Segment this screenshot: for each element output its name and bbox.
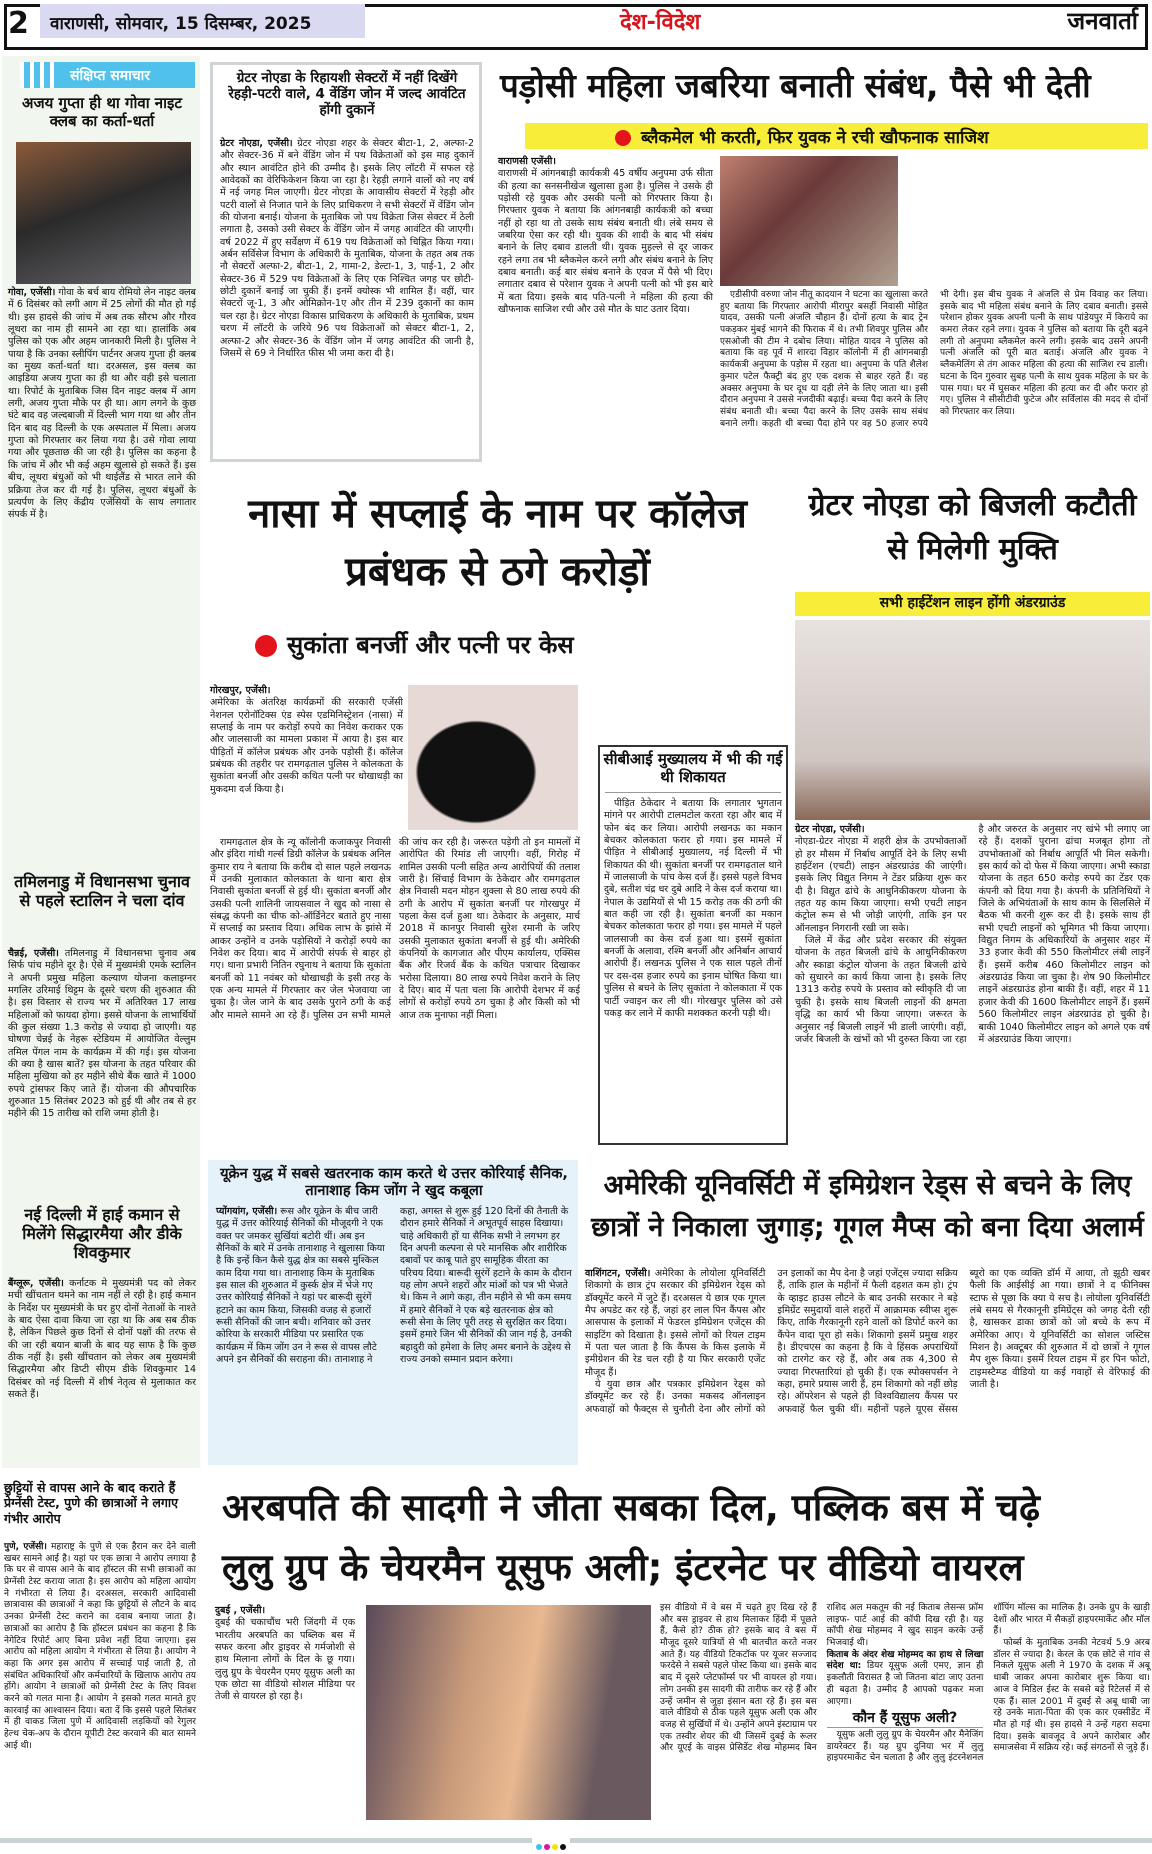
quote-text: डियर यूसुफ अली एमए, ज्ञान ही इकलौती विरासत है जो जितना बांटा जाए उतना ही बढ़ता है। उम्मीद है आपको पढ़कर मजा आएगा। xyxy=(826,1661,984,1707)
story-text: ग्रेटर नोएडा शहर के सेक्टर बीटा-1, 2, अल्फा-2 और सेक्टर-36 में बने वेंडिंग जोन में पथ विक्रेताओं को इस माह दुकानें और स्थान आवंटित होने की उम्मीद है। इसके लिए लॉटरी में सफल रहे आवेदकों का वेरिफिकेशन किया जा रहा है। रेहड़ी लगाने वालों को नए वर्ष में नई जगह मिल जाएगी। ग्रेटर नोएडा के आवासीय सेक्टरों में रेहड़ी और पटरी वालों से निजात पाने के लिए प्राधिकरण ने सभी सेक्टरों में वेंडिंग जोन की योजना बनाई। योजना के मुताबिक जो पथ विक्रेता जिस सेक्टर में ठेली लगाता है, उसको उसी सेक्टर के वेंडिंग जोन में जगह आवंटित की जाएगी। वर्ष 2022 में हुए सर्वेक्षण में 619 पथ विक्रेताओं को चिह्नित किया गया। अर्बन सर्विसेज विभाग के अधिकारी के मुताबिक, योजना के तहत अब तक नौ सेक्टरों अल्फा-2, बीटा-1, 2, गामा-2, डेल्टा-1, 3, पाई-1, 2 और सेक्टर-36 में 529 पथ विक्रेताओं के लिए एक निश्चित जगह पर छोटी-छोटी दुकानें बनाई जा चुकी हैं। इनमें क्योस्क भी शामिल हैं। वहीं, चार सेक्टरों जू-1, 3 और ओमिक्रोन-1ए और तीन में 239 दुकानों का काम चल रहा है। ग्रेटर नोएडा विकास प्राधिकरण के अधिकारी के मुताबिक, प्रथम चरण में लॉटरी के जरिये 96 पथ विक्रेताओं को सेक्टर बीटा-1, 2, अल्फा-2 और सेक्टर-36 के वेंडिंग जोन में जगह आवंटित की जानी है, जिसमें से 69 ने निर्धारित फीस भी जमा करा दी है। xyxy=(220,138,474,359)
nasa-subhead xyxy=(255,628,574,661)
power-subhead: सभी हाईटेंशन लाइन होंगी अंडरग्राउंड xyxy=(795,592,1150,616)
power-headline: ग्रेटर नोएडा को बिजली कटौती से मिलेगी मुक्ति xyxy=(808,488,1137,567)
varanasi-headline: पड़ोसी महिला जबरिया बनाती संबंध, पैसे भी देती xyxy=(500,66,1091,105)
page-number: 2 xyxy=(8,6,29,41)
dateline: वाशिंगटन, एजेंसी। xyxy=(585,1268,651,1279)
us-university-headline: अमेरिकी यूनिवर्सिटी में इमिग्रेशन रेड्स से बचने के लिए छात्रों ने निकाला जुगाड़; गूगल मैप्स को बना दिया अलार्म xyxy=(591,1170,1144,1243)
cbi-headline: सीबीआई मुख्यालय में भी की गई थी शिकायत xyxy=(603,750,783,786)
power-story xyxy=(795,824,1150,1046)
bullet-icon xyxy=(255,635,277,657)
story-text: कर्नाटक मे मुख्यमंत्री पद को लेकर मची खींचतान थमने का नाम नहीं ले रही है। हाई कमान के निर्देश पर मुख्यमंत्री के घर हुए दोनों नेताओं के नाश्ते के बाद ऐसा दावा किया जा रहा था कि अब सब ठीक है, लेकिन पिछले कुछ दिनों से दोनों पक्षों की तरफ से की जा रही बयान बाजी के बाद यह साफ है कि कुछ ठीक नहीं है। इसी खींचतान को लेकर अब मुख्यमंत्री सिद्धारमैया और डिप्टी सीएम डीके शिवकुमार 14 दिसंबर को नई दिल्ली में शीर्ष नेतृत्व से मुलाकात कर सकते हैं। xyxy=(8,1278,196,1401)
nasa-story-continued xyxy=(210,837,580,1022)
registration-marks-icon xyxy=(532,1835,570,1854)
goa-arrest-photo xyxy=(16,142,191,284)
tn-story xyxy=(8,948,196,1121)
vending-story xyxy=(220,138,474,360)
story-text: एडीसीपी वरुणा जोन नीतू कादयान ने घटना का खुलासा करते हुए बताया कि गिरफ्तार आरोपी मीरापुर बसहीं निवासी मोहित यादव, उसकी पत्नी अंजलि चौहान हैं। दोनों हत्या के बाद ट्रेन पकड़कर मुंबई भागने की फिराक में थे। तभी शिवपुर पुलिस और एसओजी की टीम ने दबोच लिया। मोहित यादव ने पुलिस को बताया कि वह पूर्व में शारदा विहार कॉलोनी में ही आंगनबाड़ी कार्यकत्री अनुपमा के पड़ोस में रहता था। अनुपमा के पति शैलेश कुमार पटेल फैक्ट्री बंद हुए एक दशक से बाहर रहते हैं। वह अक्सर अनुपमा के घर दूध या दही लेने के लिए जाता था। इसी दौरान अनुपमा ने उससे नजदीकी बढ़ाई। बच्चा पैदा करने के लिए संबंध बनाती थी। बच्चा पैदा करने के लिए उसके साथ संबंध बनाने लगी। कहती थी बच्चा पैदा होने पर वह 50 हजार रुपये भी देगी। इस बीच युवक ने अंजलि से प्रेम विवाह कर लिया। इसके बाद भी महिला संबंध बनाने के लिए दबाव बनाती। इससे परेशान होकर युवक अपनी पत्नी के साथ पांडेयपुर में किराये का कमरा लेकर रहने लगा। युवक ने पुलिस को बताया कि दूरी बढ़ने लगी तो अनुपमा ब्लैकमेल करने लगी। इसके बाद उसने अपनी पत्नी अंजलि को पूरी बात बताई। अंजलि और युवक ने ब्लैकमेलिंग से तंग आकर महिला की हत्या की साजिश रच डाली। घटना के दिन गुरुवार सुबह पत्नी के साथ युवक महिला के घर के पास गया। घर में घुसकर महिला की हत्या कर दी और फरार हो गए। पुलिस ने सीसीटीवी फुटेज और सर्विलांस की मदद से दोनों को गिरफ्तार कर लिया। xyxy=(720,290,1148,429)
vending-headline: ग्रेटर नोएडा के रिहायशी सेक्टरों में नहीं दिखेंगे रेहड़ी-पटरी वाले, 4 वेंडिंग जोन में जल्द आवंटित होंगी दुकानें xyxy=(228,70,466,119)
pune-headline: छुट्टियों से वापस आने के बाद कराते हैं प्रेग्नेंसी टेस्ट, पुणे की छात्राओं ने लगाए गंभीर आरोप xyxy=(4,1480,179,1526)
story-text: जिले में केंद्र और प्रदेश सरकार की संयुक्त योजना के तहत बिजली ढांचे के आधुनिकीकरण और स्काडा कंट्रोल योजना के तहत बिजली ढांचे को सुधारने का कार्य किया जाना है। इसके लिए 1313 करोड़ रुपये के प्रस्ताव को स्वीकृति दी जा चुकी है। इसके साथ बिजली लाइनों की क्षमता वृद्धि का कार्य भी किया जाएगा। जरूरत के अनुसार नई बिजली लाइनें भी डाली जाएंगी। वहीं, जर्जर बिजली के खंभों को भी दुरुस्त किया जा रहा है और जरुरत के अनुसार नए खंभे भी लगाए जा रहे हैं। दशकों पुराना ढांचा मजबूत होगा तो उपभोक्ताओं को निर्बाध आपूर्ति भी मिल सकेगी। इस कार्य को दो फेस में किया जाएगा। अभी स्काडा योजना के तहत 650 करोड़ रुपये का टेंडर एक कंपनी को दिया गया है। कंपनी के प्रतिनिधियों ने जिले के अभियंताओं के साथ काम के सिलसिले में बैठक भी करनी शुरू कर दी है। इसके साथ ही सभी एचटी लाइनों को भूमिगत भी किया जाएगा। विद्युत निगम के अधिकारियों के अनुसार शहर में 33 हजार केवी की 550 किलोमीटर लंबी लाइनें हैं। इसमें करीब 460 किलोमीटर लाइन को अंडरग्राउंड किया जा चुका है। शेष 90 किलोमीटर लाइनें अंडरग्राउंड होना बाकी हैं। वहीं, शहर में 11 हजार केवी की 1600 किलोमीटर लाइनें हैं। इसमें 560 किलोमीटर लाइन अंडरग्राउंड हो चुकी है। बाकी 1040 किलोमीटर लाइन को अगले एक वर्ष में अंडरग्राउंड किया जाएगा। xyxy=(795,824,1151,1045)
ukraine-story xyxy=(216,1206,572,1366)
story-text: दुबई की चकाचौंध भरी जिंदगी में एक भारतीय अरबपति का पब्लिक बस में सफर करना और ड्राइवर से गर्मजोशी से हाथ मिलाना लोगों के दिल के छू गया। लुलु ग्रुप के चेयरमैन एमए यूसुफ अली का एक छोटा सा वीडियो सोशल मीडिया पर तेजी से वायरल हो रहा है। xyxy=(215,1617,355,1703)
tn-headline: तमिलनाडु में विधानसभा चुनाव से पहले स्टालिन ने चला दांव xyxy=(14,872,190,911)
dateline: प्योंगयांग, एजेंसी। xyxy=(216,1206,278,1217)
newspaper-brand: जनवार्ता xyxy=(1067,7,1138,35)
story-text: वाराणसी में आंगनबाड़ी कार्यकत्री 45 वर्षीय अनुपमा उर्फ सीता की हत्या का सनसनीखेज खुलासा हुआ है। पुलिस ने उसके ही पड़ोसी रहे युवक और उसकी पत्नी को गिरफ्तार किया है। गिरफ्तार युवक ने बताया कि आंगनबाड़ी कार्यकत्री को बच्चा नहीं हो रहा था तो उसके साथ संबंध बनाती थी। लंबे समय से जबरिया ऐसा कर रही थी। युवक की शादी के बाद भी संबंध बनाने के लिए दबाव डालती थी। युवक मुहल्ले से दूर जाकर रहने लगा तब भी ब्लैकमेल करने लगी और संबंध बनाने के लिए दबाव बनाती। कई बार संबंध बनाने के एवज में पैसे भी दिए। लगातार दबाव से परेशान युवक ने अपनी पत्नी को भी इस बारे में बता दिया। इसके बाद पति-पत्नी ने महिला की हत्या की खौफनाक साजिश रची और उसे मौत के घाट उतार दिया। xyxy=(498,168,713,316)
briefs-bars-icon xyxy=(20,62,60,88)
lulu-story-continued xyxy=(660,1603,1150,1765)
section-title: देश-विदेश xyxy=(620,10,701,35)
police-press-photo xyxy=(720,156,898,286)
nasa-story-lead xyxy=(210,685,403,835)
cbi-story xyxy=(604,798,782,1020)
story-text: पीड़ित ठेकेदार ने बताया कि लगातार भुगतान मांगने पर आरोपी टालमटोल करता रहा और बाद में फोन बंद कर लिया। आरोपी लखनऊ का मकान बेचकर कोलकाता फरार हो गया। इस मामले में पीड़ित ने सीबीआई मुख्यालय, नई दिल्ली में भी शिकायत की थी। सुकांता बनर्जी पर रामगढ़ताल थाने में जालसाजी के पांच केस दर्ज हैं। इससे पहले विभव दुबे, सतीश चंद्र धर दुबे आदि ने केस दर्ज कराया था। नेपाल के उद्यमियों से भी 15 करोड़ तक की ठगी की बात कही जा रही है। सुकांता बनर्जी का मकान बेचकर कोलकाता फरार हो गया। इस मामले में पहले जालसाजी का केस दर्ज हुआ था। इसमें सुकांता बनर्जी के अलावा, रश्मि बनर्जी और अनिर्बान आचार्य आरोपी हैं। लखनऊ पुलिस ने एक साल पहले तीनों पर दस-दस हजार रुपये का इनाम घोषित किया था। पुलिस से बचने के लिए सुकांता ने कोलकाता में एक पार्टी ज्वाइन कर ली थी। गोरखपुर पुलिस को उसे पकड़ कर लाने में काफी मशक्कत करनी पड़ी थी। xyxy=(604,798,782,1019)
dateline: गोरखपुर, एजेंसी। xyxy=(210,685,271,696)
ukraine-headline: यूक्रेन युद्ध में सबसे खतरनाक काम करते थे उत्तर कोरियाई सैनिक, तानाशाह किम जोंग ने खुद कबूला xyxy=(220,1166,568,1200)
story-text: तमिलनाडु में विधानसभा चुनाव अब सिर्फ पांच महीने दूर है। ऐसे में मुख्यमंत्री एमके स्टालिन ने अपनी प्रमुख महिला कल्याण योजना कलाइग्नर मगलिर उरिमाई थिट्टम के दूसरे चरण की शुरुआत की है। इस विस्तार से राज्य भर में अतिरिक्त 17 लाख महिलाओं को फायदा होगा। इससे योजना के लाभार्थियों की कुल संख्या 1.3 करोड़ से ज्यादा हो जाएगी। यह घोषणा चेन्नई के नेहरू स्टेडियम में आयोजित वेल्लुम तमिल पेंगल नाम के कार्यक्रम में की गई। इस योजना की क्या है खास बातें? इस योजना के तहत परिवार की महिला मुखिया को हर महीने सीधे बैंक खाते में 1000 रुपये ट्रांसफर किए जाते हैं। योजना की औपचारिक शुरुआत 15 सितंबर 2023 को हुई थी और तब से हर महीने की 15 तारीख को राशि जमा होती है। xyxy=(8,948,196,1120)
nasa-story xyxy=(210,685,580,1022)
dateline: बैंग्लूरू, एजेंसी। xyxy=(8,1278,64,1289)
dateline: वाराणसी एजेंसी। xyxy=(498,156,556,167)
story-text: ये युवा छात्र और पत्रकार इमिग्रेशन रेड्स को डॉक्यूमेंट कर रहे हैं। उनका मकसद ऑनलाइन अफवाहों को फैक्ट्स से चुनौती देना और लोगों को उन इलाकों का मैप देना है जहां एजेंट्स ज्यादा सक्रिय हैं, ताकि हाल के महीनों में फैली दहशत कम हो। ट्रंप के व्हाइट हाउस लौटने के बाद उनकी सरकार ने बड़े इमिग्रेंट समुदायों वाले शहरों में आक्रामक स्वीप्स शुरू किए, ताकि गैरकानूनी रहने वालों को डिपोर्ट करने का कैंपेन वादा पूरा हो सके। शिकागो इसमें प्रमुख शहर है। डीएचएस का कहना है कि वे हिंसक अपराधियों को टारगेट कर रहे हैं, और अब तक 4,300 से ज्यादा गिरफ्तारियां हो चुकी हैं। एक स्पोक्सपर्सन ने कहा, हमारे प्रयास जारी हैं, हम शिकागो को नहीं छोड़ रहे। ऑपरेशन से पहले ही विश्वविद्यालय कैंपस पर अफवाहें फैल चुकी थीं। महीनों पहले यूएस सेंसस ब्यूरो का एक व्यक्ति डॉर्म में आया, तो झूठी खबर फैली कि आईसीई आ गया। छात्रों ने द फीनिक्स स्टाफ से पूछा कि क्या ये सच है। लोयोला यूनिवर्सिटी लंबे समय से गैरकानूनी इमिग्रेंट्स को जगह देती रही है, खासकर डाका छात्रों को जो बच्चे के रूप में अमेरिका आए। ये यूनिवर्सिटी का सोशल जस्टिस मिशन है। अक्टूबर की शुरुआत में दो छात्रों ने गूगल मैप शुरू किया। इसमें रियल टाइम में हर पिन फोटो, टाइमस्टैम्प्ड वीडियो या कई गवाहों से वेरिफाई की जाती है। xyxy=(585,1268,1150,1415)
story-text: यूसुफ अली लुलु ग्रुप के चेयरमैन और मैनेजिंग डायरेक्टर हैं। यह ग्रुप दुनिया भर में लुलु हाइपरमार्केट चेन चलाता है और लुलु इंटरनेशनल शॉपिंग मॉल्स का मालिक है। उनके ग्रुप के खाड़ी देशों और भारत में सैकड़ों हाइपरमार्केट और मॉल हैं। xyxy=(826,1603,1150,1764)
varanasi-story-col1 xyxy=(498,156,713,316)
dateline: गोवा, एजेंसी। xyxy=(8,287,56,298)
varanasi-subhead xyxy=(525,123,1148,149)
nasa-headline: नासा में सप्लाई के नाम पर कॉलेज प्रबंधक से ठगे करोड़ों xyxy=(248,491,747,595)
who-is-yusuff-ali-heading: कौन हैं यूसुफ अली? xyxy=(827,1710,984,1728)
goa-story xyxy=(8,287,196,522)
dateline: ग्रेटर नोएडा, एजेंसी। xyxy=(220,138,293,149)
karnataka-headline: नई दिल्ली में हाई कमान से मिलेंगे सिद्धारमैया और डीके शिवकुमार xyxy=(22,1205,182,1263)
story-text: अमेरिका के अंतरिक्ष कार्यक्रमों की सरकारी एजेंसी नेशनल एरोनॉटिक्स एंड स्पेस एडमिनिस्ट्रेशन (नासा) में सप्लाई के नाम पर करोड़ों रुपये का निवेश कराकर एक और जालसाजी का मामला प्रकाश में आया है। इस बार पीड़ितों में कॉलेज प्रबंधक और उनके पड़ोसी हैं। कॉलेज प्रबंधक की तहरीर पर रामगढ़ताल पुलिस ने कोलकता के सुकांता बनर्जी और उसकी कथित पत्नी पर धोखाधड़ी का मुकदमा दर्ज किया है। xyxy=(210,697,403,795)
karnataka-story xyxy=(8,1278,196,1401)
lulu-story-col1 xyxy=(215,1605,355,1704)
story-text: नोएडा-ग्रेटर नोएडा में शहरी क्षेत्र के उपभोक्ताओं हो हर मौसम में निर्बाध आपूर्ति देने के लिए सभी हाईटेंशन (एचटी) लाइन अंडरग्राउंड की जाएंगी। इसके लिए विद्युत निगम ने टेंडर प्रक्रिया शुरू कर दी है। विद्युत ढांचे के आधुनिकीकरण योजना के तहत यह काम किया जाएगा। सभी एचटी लाइन कंट्रोल रूम से भी जोड़ी जाएंगी, ताकि इन पर ऑनलाइन निगरानी रखी जा सके। xyxy=(795,836,967,934)
story-text: महाराष्ट्र के पुणे से एक हैरान कर देने वाली खबर सामने आई है। यहां पर एक छात्रा ने आरोप लगाया है कि घर से वापस आने के बाद हॉस्टल की सभी छात्राओं का प्रेग्नेंसी टेस्ट कराया जाता है। इस आरोप को महिला आयोग ने गंभीरता से लिया है। दरअसल, सरकारी आदिवासी छात्रावास की छात्राओं ने कहा कि छुट्टियों से लौटने के बाद उनका प्रेग्नेंसी टेस्ट कराने का दवाब बनाया जाता है। छात्राओं का आरोप है कि हॉस्टल प्रबंधन का कहना है कि नेगेटिव रिपोर्ट आए बिना प्रवेश नहीं दिया जाएगा। इस आरोप को महिला आयोग ने गंभीरता से लिया है। आयोग ने कहा कि अगर इस आरोप में सच्चाई पाई जाती है, तो संबंधित अधिकारियों और कर्मचारियों के खिलाफ आरोप तय होंगे। आयोग ने छात्राओं को प्रेग्नेंसी टेस्ट के लिए विवश करने को गलत माना है। आयोग ने इसको गलत मानते हुए कारवाई का आश्वासन दिया। बता दें कि इससे पहले सितंबर में ही वाकड जिला पुणे में आदिवासी लड़कियों को रेगुलर हेल्थ चेक-अप के दौरान यूपीटी टेस्ट करवाने की बात सामने आई थी। xyxy=(4,1542,197,1751)
story-text: गोवा के बर्च बाय रोमियो लेन नाइट क्लब में 6 दिसंबर को लगी आग में 25 लोगों की मौत हो गई थी। इस हादसे की जांच में अब तक सौरभ और गौरव लूथरा का नाम ही सामने आ रहा था। हालांकि अब पुलिस को एक और अहम जानकारी मिली है। पुलिस ने पाया है कि उनका स्लीपिंग पार्टनर अजय गुप्ता ही क्लब का मुख्य कर्ता-धर्ता था। दरअसल, इस क्लब का आइडिया अजय गुप्ता का ही था और वही इसे चलाता था। रिपोर्ट के मुताबिक जिस दिन नाइट क्लब में आग लगी, अजय गुप्ता मौके पर ही था। आग लगने के कुछ घंटे बाद वह जल्दबाजी में दिल्ली भाग गया था और तीन दिन बाद वह दिल्ली के एक अस्पताल में मिला। अजय गुप्ता को गिरफ्तार कर लिया गया है। उसे गोवा लाया गया और पूछताछ की जा रही है। पुलिस का कहना है कि जांच में और भी कई अहम खुलासे हो सकते हैं। इस बीच, लूथरा बंधुओं को भी थाईलैंड से भारत लाने की प्रक्रिया तेज कर दी गई है। पुलिस, लूथरा बंधुओं के प्रत्यर्पण के लिए केंद्रीय एजेंसियों के साथ लगातार संपर्क में है। xyxy=(8,287,196,521)
dateline: पुणे, एजेंसी। xyxy=(4,1542,47,1552)
briefs-label: संक्षिप्त समाचार xyxy=(20,62,195,88)
bullet-icon xyxy=(615,130,631,146)
story-text: रामगढ़ताल क्षेत्र के न्यू कॉलोनी कजाकपुर निवासी और इंदिरा गांधी गर्ल्स डिग्री कॉलेज के प्रबंधक अनिल कुमार राय ने बताया कि करीब दो साल पहले लखनऊ में उनकी मुलाकात कोलकाता के थाना बारा क्षेत्र निवासी सुकांता बनर्जी से हुई थी। सुकांता बनर्जी और उसकी पत्नी शालिनी जायसवाल ने खुद को नासा से संबद्ध कंपनी का चीफ को-ऑर्डिनेटर बताते हुए नासा में सप्लाई का प्रस्ताव दिया। अधिक लाभ के झांसे में आकर उन्होंने व उनके पड़ोसियों ने करोड़ों रुपये का निवेश कर दिया। बाद में आरोपी संपर्क से बाहर हो गए। थाना प्रभारी नितिन रघुनाथ ने बताया कि सुकांता बनर्जी को 11 नवंबर को धोखाधड़ी के इसी तरह के एक अन्य मामले में गिरफ्तार कर जेल भेजवाया जा चुका है। जेल जाने के बाद उसके पुराने ठगी के कई और मामले सामने आ रहे हैं। पुलिस उन सभी मामले की जांच कर रही है। जरूरत पड़ेगी तो इन मामलों में आरोपित की रिमांड ली जाएगी। वहीं, गिरोह में शामिल उसकी पत्नी सहित अन्य आरोपियों की तलाश जारी है। सिंचाई विभाग के ठेकेदार और रामगढ़ताल क्षेत्र निवासी मदन मोहन शुक्ला से 80 लाख रुपये की ठगी के आरोप में सुकांता बनर्जी पर गोरखपुर में पहला केस दर्ज हुआ था। ठेकेदार के अनुसार, मार्च 2018 में कानपुर निवासी सुरेश रमानी के जरिए उसकी मुलाकात सुकांता बनर्जी से हुई थी। अमेरिकी कंपनियों के कागजात और पीएम कार्यालय, एक्सिस बैंक और रिजर्व बैंक के कथित पत्राचार दिखाकर भरोसा दिलाया। 80 लाख रुपये निवेश कराने के लिए दे दिए। बाद में पता चला कि आरोपी देशभर में कई लोगों से करोड़ों रुपये ठग चुका है और किसी को भी आज तक मुनाफा नहीं मिला। xyxy=(210,837,580,1021)
varanasi-story-col2 xyxy=(720,290,1148,430)
dateline: दुबई , एजेंसी। xyxy=(215,1605,266,1616)
story-text: फोर्ब्स के मुताबिक उनकी नेटवर्थ 5.9 अरब डॉलर से ज्यादा है। केरल के एक छोटे से गांव से निकले यूसुफ अली ने 1970 के दशक में अबू धाबी जाकर अपना कारोबार शुरू किया था। आज वे मिडिल ईस्ट के सबसे बड़े रिटेलर्स में से एक हैं। साल 2001 में दुबई से अबू धाबी जा रहे उनके माता-पिता की एक कार एक्सीडेंट में मौत हो गई थी। इस हादसे ने उन्हें गहरा सदमा दिया। इसके बावजूद वे अपने कारोबार और समाजसेवा में सक्रिय रहे। कई संगठनों से जुड़े हैं। xyxy=(993,1638,1150,1754)
pune-story xyxy=(4,1542,196,1752)
edition-date: वाराणसी, सोमवार, 15 दिसम्बर, 2025 xyxy=(40,4,365,38)
yusuff-ali-bus-photo xyxy=(366,1605,651,1820)
lulu-headline-line1: अरबपति की सादगी ने जीता सबका दिल, पब्लिक बस में चढ़े xyxy=(222,1486,1040,1529)
quote-lead: किताब के अंदर शेख मोहम्मद का हाथ से लिखा संदेश था: xyxy=(826,1649,984,1672)
lulu-headline-line2: लुलु ग्रुप के चेयरमैन यूसुफ अली; इंटरनेट पर वीडियो वायरल xyxy=(222,1546,1024,1589)
us-university-story xyxy=(585,1268,1150,1416)
story-text: इस वीडियो में वे बस में चढ़ते हुए दिख रहे हैं और बस ड्राइवर से हाथ मिलाकर हिंदी में पूछते हैं, कैसे हो? ठीक हो? इसके बाद वे बस में मौजूद दूसरे यात्रियों से भी बातचीत करते नजर आते हैं। यह वीडियो टिकटॉक पर यूजर सज्जाद फरदेसे ने सबसे पहले पोस्ट किया था। इसके बाद बाद में दूसरे प्लेटफॉर्म्स पर भी वायरल हो गया। लोग उनकी इस सादगी की तारीफ कर रहे हैं और उन्हें जमीन से जुड़ा इंसान बता रहे हैं। इस बस वाले वीडियो से ठीक पहले यूसुफ अली एक और वजह से सुर्खियों में थे। उन्होंने अपने इंस्टाग्राम पर एक तस्वीर शेयर की थी जिसमें दुबई के रूलर और यूएई के वाइस प्रेसिडेंट शेख मोहम्मद बिन राशिद अल मकतूम की नई किताब लेसन्स फ्रॉम लाइफ- पार्ट आई की कॉपी दिख रही है। यह कॉपी शेख मोहम्मद ने खुद साइन करके उन्हें भिजवाई थी। xyxy=(660,1603,984,1754)
story-text: अमेरिका के लोयोला यूनिवर्सिटी शिकागो के छात्र ट्रंप सरकार की इमिग्रेशन रेड्स को डॉक्यूमेंट करने में जुटे हैं। दरअसल ये छात्र एक गूगल मैप अपडेट कर रहे हैं, जहां हर लाल पिन कैंपस और आसपास के इलाकों में फेडरल इमिग्रेशन एजेंट्स की साइटिंग को दिखाता है। इससे लोगों को रियल टाइम में पता चल जाता है कि कैंपस के किस इलाके में इमीग्रेशन की रेड चल रही है या फिर सरकारी एजेंट मौजूद हैं। xyxy=(585,1268,766,1378)
power-lines-photo xyxy=(795,620,1150,820)
dateline: ग्रेटर नोएडा, एजेंसी। xyxy=(795,824,865,835)
story-text: रूस और यूक्रेन के बीच जारी युद्ध में उत्तर कोरियाई सैनिकों की मौजूदगी ने एक वक्त पर जमकर सुर्खियां बटोरी थीं। अब इन सैनिकों के बारे में उनके तानाशाह ने खुलासा किया है कि इन्हें किन कैसे युद्ध क्षेत्र का सबसे मुश्किल काम दिया गया था। तानाशाह किम के मुताबिक इस साल की शुरुआत में कुर्स्क क्षेत्र में भेजे गए उत्तर कोरियाई सैनिकों ने यहां पर बारूदी सुरंगें हटाने का काम किया, जिसकी वजह से हजारों रूसी सैनिकों की जान बची। शनिवार को उत्तर कोरिया के सरकारी मीडिया पर प्रसारित एक कार्यक्रम में किम जोंग उन ने रूस से वापस लौटे अपने इन सैनिकों की सराहना की। तानाशाह ने कहा, अगस्त से शुरू हुई 120 दिनों की तैनाती के दौरान हमारे सैनिकों ने अभूतपूर्व साहस दिखाया। चाहे अधिकारी हों या सैनिक सभी ने लगभग हर दिन अपनी कल्पना से परे मानसिक और शारीरिक दबावों पर काबू पाते हुए सामूहिक वीरता का परिचय दिया। बारूदी सुरंगें हटाने के काम के दौरान यह लोग अपने शहरों और मांओं को पत्र भी भेजते थे। किम ने आगे कहा, तीन महीने से भी कम समय में हमारे सैनिकों ने एक बड़े खतरनाक क्षेत्र को रूसी सेना के लिए पूरी तरह से सुरक्षित कर दिया। इसमें हमारे जिन भी सैनिकों की जान गई है, उनकी बहादुरी को हमेशा के लिए अमर बनाने के उद्देश्य से राज्य उनको सम्मान प्रदान करेगा। xyxy=(216,1206,572,1366)
goa-headline: अजय गुप्ता ही था गोवा नाइट क्लब का कर्ता-धर्ता xyxy=(22,94,182,130)
dateline: चैन्नई, एजेंसी। xyxy=(8,948,59,959)
subhead-text: सुकांता बनर्जी और पत्नी पर केस xyxy=(287,631,574,659)
footer-rule xyxy=(0,1838,1152,1843)
subhead-text: ब्लैकमेल भी करती, फिर युवक ने रची खौफनाक साजिश xyxy=(641,128,989,148)
